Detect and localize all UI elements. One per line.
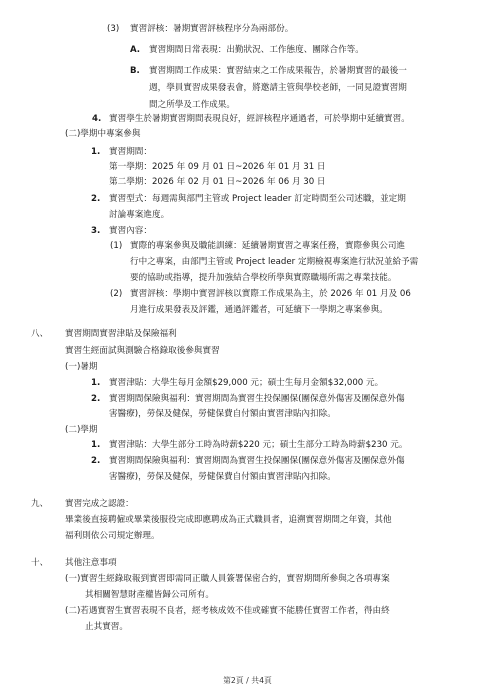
paragraph-line: 週，學員實習成果發表會，將邀請主管與學校老師，一同見證實習期 [149, 83, 407, 93]
paragraph-line: 畢業後直接聘僱或畢業後服役完成即應聘成為正式職員者，追溯實習期間之年資，其他 [65, 515, 392, 525]
paragraph-line: 間之所學及工作成果。 [149, 100, 235, 110]
paragraph-line: 實習學生於暑期實習期間表現良好，經評核程序通過者，可於學期中延續實習。 [109, 114, 410, 124]
paragraph-line: (二)若遇實習生實習表現不良者，經考核成效不佳或確實不能勝任實習工作者，得由終 [65, 606, 390, 616]
paragraph-line: 第二學期：2026 年 02 月 01 日~2026 年 06 月 30 日 [109, 177, 326, 187]
section-heading: (二)學期 [65, 425, 98, 435]
list-marker: 3. [91, 226, 101, 236]
paragraph-line: 實習津貼：大學生部分工時為時薪$220 元；碩士生部分工時為時薪$230 元。 [109, 440, 408, 450]
list-marker: 2. [91, 194, 101, 204]
section-title: 其他注意事項 [65, 558, 117, 568]
list-marker: 1. [91, 147, 101, 157]
section-number: 九、 [31, 499, 49, 509]
paragraph-line: 實習期間： [109, 147, 152, 157]
section-number: 十、 [31, 558, 49, 568]
paragraph-line: 實習津貼：大學生每月金額$29,000 元；碩士生每月金額$32,000 元。 [109, 378, 384, 388]
paragraph-line: 止其實習。 [85, 622, 128, 632]
list-marker: B. [130, 66, 140, 76]
list-marker: 2. [91, 456, 101, 466]
section-title: 實習完成之認證： [65, 499, 134, 509]
paragraph-line: 第一學期：2025 年 09 月 01 日~2026 年 01 月 31 日 [109, 162, 326, 172]
list-marker: 1. [91, 440, 101, 450]
paragraph-line: 實習期間保險與福利：實習期間為實習生投保團保(團保意外傷害及團保意外傷 [109, 394, 405, 404]
paragraph-line: 討論專案進度。 [109, 210, 170, 220]
section-heading: (一)暑期 [65, 362, 98, 372]
paragraph-line: 其相關智慧財產權皆歸公司所有。 [85, 590, 214, 600]
paragraph-line: 實習期間保險與福利：實習期間為實習生投保團保(團保意外傷害及團保意外傷 [109, 456, 405, 466]
section-heading: (二)學期中專案參與 [65, 129, 141, 139]
paragraph-line: 害醫療)，勞保及健保，勞健保費自付額由實習津貼內扣除。 [109, 472, 336, 482]
paragraph-line: 實習期間日常表現：出勤狀況、工作態度、團隊合作等。 [149, 45, 364, 55]
list-marker: 2. [91, 394, 101, 404]
paragraph-line: 實習期間工作成果：實習結束之工作成果報告，於暑期實習的最後一 [149, 66, 407, 76]
paragraph-line: 實際的專案參與及職能訓練：延續暑期實習之專案任務，實際參與公司進 [130, 241, 406, 251]
paragraph-line: 實習生經面試與測驗合格錄取後參與實習 [65, 346, 220, 356]
section-number: 八、 [31, 329, 49, 339]
list-marker: (3) [107, 24, 120, 34]
list-marker: (1) [110, 241, 123, 251]
paragraph-line: (一)實習生經錄取報到實習即需同正職人員簽署保密合約，實習期間所參與之各項專案 [65, 574, 390, 584]
section-title: 實習期間實習津貼及保險福利 [65, 329, 177, 339]
list-marker: 4. [92, 114, 102, 124]
list-marker: 1. [91, 378, 101, 388]
paragraph-line: 實習型式：每週需與部門主管或 Project leader 訂定時間至公司述職，並定期 [109, 194, 406, 204]
paragraph-line: 福利則依公司規定辦理。 [65, 531, 160, 541]
paragraph-line: 害醫療)，勞保及健保，勞健保費自付額由實習津貼內扣除。 [109, 409, 336, 419]
paragraph-line: 實習內容： [109, 226, 152, 236]
paragraph-line: 實習評核：學期中實習評核以實際工作成果為主，於 2026 年 01 月及 06 [130, 289, 411, 299]
paragraph-line: 要的協助或指導，提升加強結合學校所學與實際職場所需之專業技能。 [130, 273, 397, 283]
list-marker: A. [130, 45, 141, 55]
paragraph-line: 月進行成果發表及評鑑，通過評鑑者，可延續下一學期之專案參與。 [130, 305, 388, 315]
list-marker: (2) [110, 289, 123, 299]
paragraph-line: 實習評核：暑期實習評核程序分為兩部份。 [130, 24, 294, 34]
page-footer: 第2頁 / 共4頁 [223, 676, 272, 685]
paragraph-line: 行中之專案，由部門主管或 Project leader 定期檢視專案進行狀況並給予需 [130, 257, 419, 267]
